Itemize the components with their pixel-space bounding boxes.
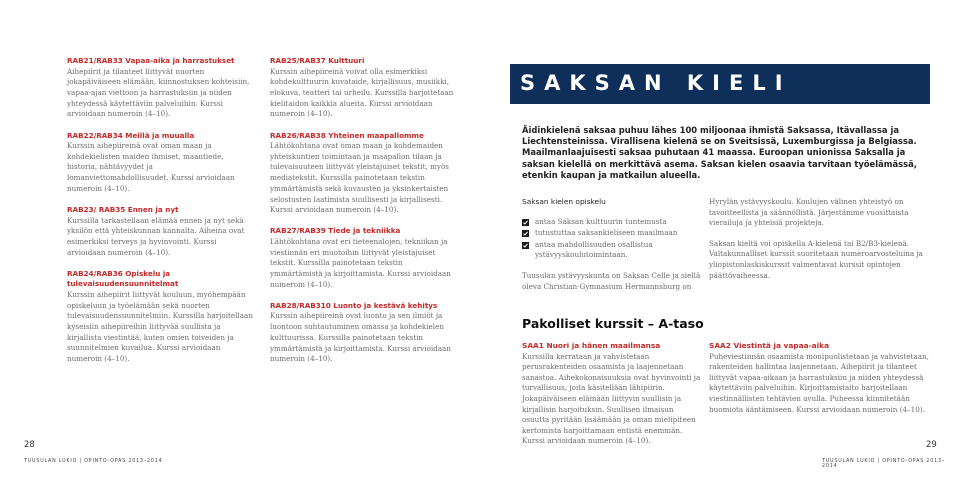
study-column	[522, 197, 702, 292]
course-description: Kurssin aihepiirit liittyvät kouluun, myöhempään opiskeluun ja työelämään sekä nuorten tulevaisuudensuunnitelmiin. Kurssilla harjoitellaan kyseisiin aihepiireihin liittyvää suullista ja kirjallista viestintää, kuten omien toiveiden ja suunnitelmien kuvailua. Kurssi arvioidaan numeroin (4–10).	[67, 289, 253, 364]
course-heading: SAA1 Nuori ja hänen maailmansa	[522, 341, 661, 350]
banner-title: SAKSAN KIELI	[520, 71, 792, 95]
section-banner	[510, 64, 930, 104]
course-section	[270, 56, 454, 120]
course-description: Kurssin aihepiireinä voivat olla esimerkiksi kohdekulttuurin kuvataide, kirjallisuus, musiikki, elokuva, teatteri tai urheilu. Kurssilla harjoitetaan kielitaidon kaikkia alueita. Kurssi arvioidaan numeroin (4–10).	[270, 66, 454, 119]
course-description: Kurssilla tarkastellaan elämää ennen ja nyt sekä yksilön että yhteiskunnan kannalta. Aiheina ovat esimerkiksi terveys ja hyvinvointi. Kurssi arvioidaan numeroin (4–10).	[67, 215, 245, 257]
page-footer-right: TUUSULAN LUKIO | OPINTO-OPAS 2013–2014	[822, 459, 946, 469]
bullet-list	[522, 217, 702, 261]
checkbox-bullet-icon	[522, 219, 529, 226]
page-number-left: 28	[24, 440, 35, 450]
course-section	[270, 226, 454, 290]
course-heading: RAB22/RAB34 Meillä ja muualla	[67, 130, 195, 140]
bullet-text: tutustuttaa saksankieliseen maailmaan	[535, 228, 678, 238]
info-text-1: Hyrylän ystävyyskoulu. Koulujen välinen yhteistyö on tavoitteellista ja säännöllistä. Järjestämme vuosittaista vierailuja ja yhteisiä projekteja.	[709, 197, 909, 228]
course-section	[270, 131, 454, 216]
bullet-text: antaa mahdollisuuden osallistua ystävyyskoulutoimintaan.	[535, 239, 653, 260]
bullet-text: antaa Saksan kulttuurin tuntemusta	[535, 216, 667, 226]
course-heading: RAB23/ RAB35 Ennen ja nyt	[67, 205, 179, 215]
course-description: Kurssin aihepiireinä ovat luonto ja sen ilmiöt ja luontoon suhtautuminen omassa ja kohdekielen kulttuurissa. Kurssilla painotetaan tekstin ymmärtämistä ja kirjoittamista. Kurssi arvioidaan numeroin (4–10).	[270, 311, 451, 364]
left-column-1	[67, 56, 253, 375]
left-column-2	[270, 56, 454, 375]
page-footer-left: TUUSULAN LUKIO | OPINTO-OPAS 2013–2014	[24, 459, 163, 464]
info-text-2: Saksan kieltä voi opiskella A-kielenä tai B2/B3-kielenä. Valtakunnalliset kurssit suoritetaan numeroarvosteluina ja yliopistonlaskiskurssit valmentavat kurssit opintojen päättövaiheessa.	[709, 238, 923, 280]
course-section	[67, 205, 253, 258]
course-description: Lähtökohtana ovat oman maan ja kohdemaiden yhteiskuntien toimintaan ja maapallon tilaan ja tulevaisuuteen liittyvät yleistajuiset tekstit, myös mediatekstit. Kurssilla painotetaan tekstin ymmärtämistä sekä kuvausten ja yksinkertaisten selostusten laatimista suullisesti ja kirjallisesti. Kurssi arvioidaan numeroin (4–10).	[270, 141, 449, 215]
course-saa1	[522, 341, 702, 447]
course-section	[67, 131, 253, 195]
study-heading: Saksan kielen opiskelu	[522, 197, 606, 206]
list-item	[522, 217, 702, 228]
course-saa2	[709, 341, 931, 415]
course-heading: RAB26/RAB38 Yhteinen maapallomme	[270, 130, 424, 140]
info-column	[709, 197, 931, 281]
course-section	[67, 269, 253, 365]
course-heading: RAB28/RAB310 Luonto ja kestävä kehitys	[270, 300, 438, 310]
course-section	[67, 56, 253, 120]
checkbox-bullet-icon	[522, 242, 529, 249]
course-description: Aihepiirit ja tilanteet liittyvät nuorten jokapäiväiseen elämään, kiinnostuksen kohteisiin, vapaa-ajan viettoon ja harrastuksiin ja niiden yhteydessä käytettäviin palveluihin. Kurssi arvioidaan numeroin (4–10).	[67, 66, 250, 119]
course-description: Puheviestinnän osaamista monipuolistetaan ja vahvistetaan, rakenteiden hallintaa laajennetaan. Aihepiirit ja tilanteet liittyvät vapaa-aikaan ja harrastuksiin ja niiden yhteydessä käytettäviin palveluihin. Kirjoittamistaito harjoitellaan viestinnällisten tehtävien avulla. Puheessa kiinnitetään huomiota ääntämiseen. Kurssi arvioidaan numeroin (4–10).	[709, 351, 929, 414]
friendship-text: Tuusulan ystävyyskunta on Saksan Celle ja siellä oleva Christian-Gymnasium Hermannsburg on	[522, 270, 701, 291]
course-section	[270, 301, 454, 365]
page-number-right: 29	[926, 440, 937, 450]
course-heading: SAA2 Viestintä ja vapaa-aika	[709, 341, 830, 350]
course-description: Kurssilla kerrataan ja vahvistetaan perusrakenteiden osaamista ja laajennetaan sanastoa. Aihekokonaisuuksia ovat hyvinvointi ja turvallisuus, joita käsitellään lähipiirin. Jokapäiväiseen elämään liittyvin suullisin ja kirjallisin harjoituksin. Suullisen ilmaisun osuutta pyritään lisäämään ja oman mielipiteen kertomista harjoittamaan entistä enemmän. Kurssi arvioidaan numeroin (4–10).	[522, 351, 701, 446]
course-description: Kurssin aihepiireinä ovat oman maan ja kohdekielisten maiden ihmiset, maantiede, historia, nähtävyydet ja lomanviettomahdollisuudet. Kurssi arvioidaan numeroin (4–10).	[67, 141, 235, 193]
list-item	[522, 228, 702, 239]
course-description: Lähtökohtana ovat eri tieteenalojen, tekniikan ja viestinnän eri muotoihin liittyvät yleistajuiset tekstit. Kurssilla painotetaan tekstin ymmärtämistä ja kirjoittamista. Kurssi arvioidaan numeroin (4–10).	[270, 236, 451, 289]
course-heading: RAB25/RAB37 Kulttuuri	[270, 56, 365, 65]
course-heading: RAB24/RAB36 Opiskelu ja tulevaisuudensuunnitelmat	[67, 268, 179, 289]
checkbox-bullet-icon	[522, 230, 529, 237]
list-item	[522, 240, 702, 261]
course-heading: RAB27/RAB39 Tiede ja tekniikka	[270, 226, 401, 236]
mandatory-courses-heading: Pakolliset kurssit – A-taso	[522, 316, 704, 331]
intro-paragraph: Äidinkielenä saksaa puhuu lähes 100 miljoonaa ihmistä Saksassa, Itävallassa ja Liechtensteinissa. Virallisena kielenä se on Sveitsissä, Luxemburgissa ja Belgiassa. Maailmanlaajuisesti saksaa puhutaan 41 maassa. Euroopan unionissa Saksalla ja saksan kielellä on merkittävä asema. Saksan kielen osaavia tarvitaan työelämässä, etenkin kaupan ja matkailun alueella.	[522, 125, 917, 180]
course-heading: RAB21/RAB33 Vapaa-aika ja harrastukset	[67, 56, 235, 65]
